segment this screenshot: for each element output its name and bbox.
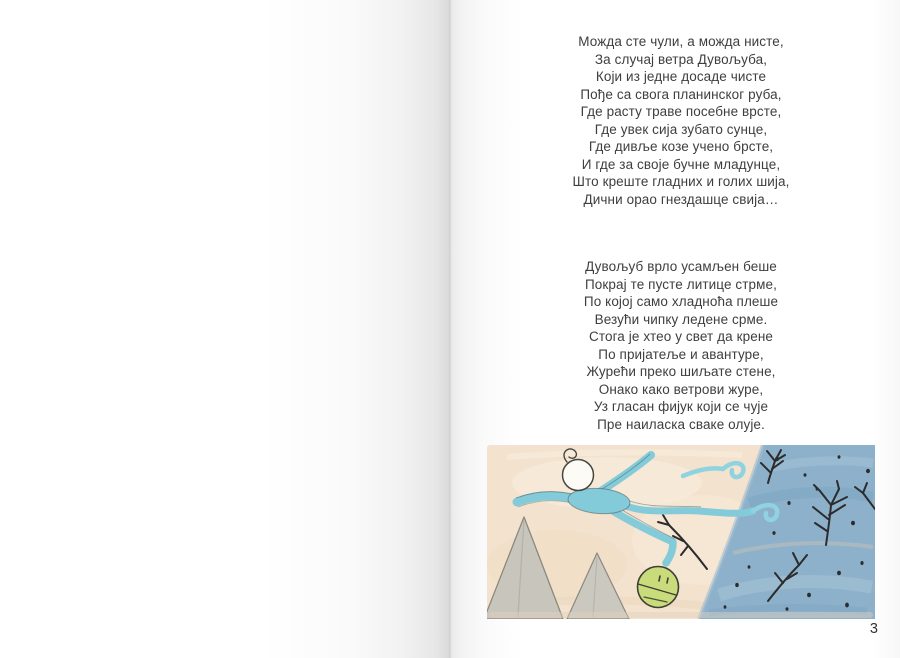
poem-line: По пријатеље и авантуре,: [598, 346, 764, 362]
poem-line: Дувољуб врло усамљен беше: [585, 259, 777, 274]
poem-line: Стога је хтео у свет да крене: [588, 329, 774, 344]
poem-line: Где увек сија зубато сунце,: [594, 121, 768, 137]
poem-line: За случај ветра Дувољуба,: [594, 51, 768, 67]
poem-line: Где расту траве посебне врсте,: [580, 104, 782, 119]
poem-line: Покрај те пусте литице стрме,: [585, 276, 777, 292]
poem-line: Уз гласан фијук који се чује: [593, 399, 769, 414]
ball-eye-right: [667, 578, 668, 583]
poem-line: Који из једне досаде чисте: [595, 69, 767, 84]
poem-line: Где дивље козе учено брсте,: [588, 139, 774, 154]
poem-stanza-2: [461, 258, 900, 433]
poem-line: Што креште гладних и голих шија,: [572, 174, 790, 189]
poem-line: И где за своје бучне младунце,: [581, 156, 781, 172]
poem-line: Онако како ветрови журе,: [598, 381, 764, 397]
poem-line: Можда сте чули, а можда нисте,: [578, 34, 784, 49]
green-ball-character: [638, 567, 679, 608]
poem-line: Везући чипку ледене срме.: [594, 311, 768, 327]
poem-line: Пође са свога планинског руба,: [580, 86, 782, 102]
poem-line: Пре наиласка сваке олује.: [597, 416, 765, 432]
wind-head: [563, 460, 594, 491]
poem-line: Дични орао гнездашце свија…: [583, 191, 779, 207]
ball-eye-left: [659, 576, 660, 581]
page-number: 3: [869, 621, 878, 637]
poem-line: Журећи преко шиљате стене,: [586, 364, 776, 379]
poem-stanza-1: [461, 33, 900, 208]
storybook-illustration: [487, 445, 875, 619]
panel-bottom-shade: [489, 612, 873, 618]
right-page: [452, 0, 900, 658]
poem-line: По којој само хладноћа плеше: [583, 294, 779, 309]
